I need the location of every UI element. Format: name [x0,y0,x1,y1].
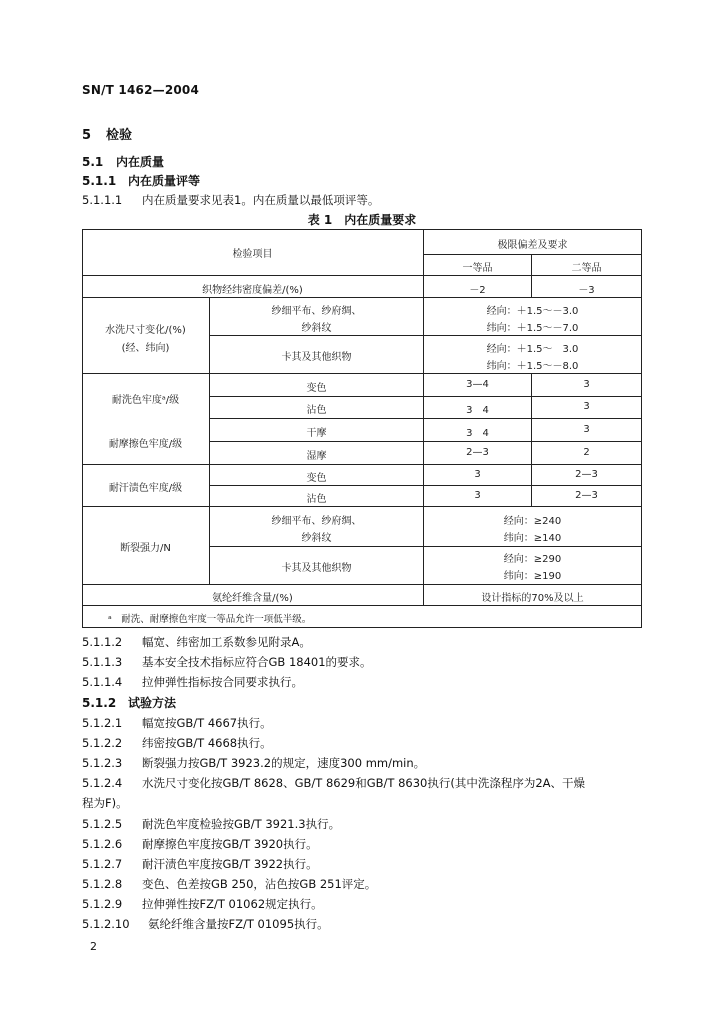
wash-change: 变色 [306,383,327,394]
clause-5-1-2-4: 5.1.2.4 水洗尺寸变化按GB/T 8628、GB/T 8629和GB/T 8630执行(其中洗涤程序为2A、干燥 [82,776,586,790]
clause-5-1-2-4-continued: 程为F)。 [82,796,128,810]
table-caption: 表 1 内在质量要求 [307,213,417,227]
sweat-stain-g2: 2—3 [575,490,598,501]
shrink-b-warp: 经向：＋1.5～ 3.0 [486,344,579,355]
shrink-b-label: 卡其及其他织物 [281,352,352,363]
break-a-weft: 纬向：≥140 [503,533,562,544]
section-5-1-2-heading: 5.1.2 试验方法 [82,696,177,710]
sweat-stain: 沾色 [306,494,327,505]
clause-5-1-1-4: 5.1.1.4 拉伸弹性指标按合同要求执行。 [82,675,303,689]
section-5-1-1-heading: 5.1.1 内在质量评等 [82,174,201,188]
sweat-change-g2: 2—3 [575,469,598,480]
break-a-warp: 经向：≥240 [503,516,562,527]
wash-change-g2: 3 [583,379,590,390]
density-g1: －2 [469,285,486,296]
density-label: 织物经纬密度偏差/(%) [202,285,303,296]
rub-fastness-label: 耐摩擦色牢度/级 [108,439,183,450]
shrink-b-weft: 纬向：＋1.5～－8.0 [486,361,579,372]
th-item: 检验项目 [232,249,273,260]
wash-change-g1: 3—4 [466,379,489,390]
clause-5-1-2-9: 5.1.2.9 拉伸弹性按FZ/T 01062规定执行。 [82,897,323,911]
break-b-warp: 经向：≥290 [503,554,562,565]
rub-dry-g1: 3 4 [466,428,489,439]
table-footnote: ᵃ 耐洗、耐摩擦色牢度一等品允许一项低半级。 [108,614,312,625]
clause-5-1-2-3: 5.1.2.3 断裂强力按GB/T 3923.2的规定，速度300 mm/min。 [82,756,426,770]
rub-wet-g1: 2—3 [466,447,489,458]
shrink-label-sub: (经、纬向) [121,343,170,354]
shrink-a-label: 纱细平布、纱府绸、 [271,306,362,317]
wash-fastness-label: 耐洗色牢度ᵃ/级 [111,395,180,406]
sweat-change: 变色 [306,473,327,484]
clause-5-1-1-1: 5.1.1.1 内在质量要求见表1。内在质量以最低项评等。 [82,193,380,207]
rub-dry: 干摩 [306,428,327,439]
rub-dry-g2: 3 [583,424,590,435]
shrink-label: 水洗尺寸变化/(%) [105,325,186,336]
page-number: 2 [90,940,97,953]
break-b-label: 卡其及其他织物 [281,563,352,574]
clause-5-1-1-2: 5.1.1.2 幅宽、纬密加工系数参见附录A。 [82,635,311,649]
break-a-label2: 纱斜纹 [301,533,332,544]
spandex-label: 氨纶纤维含量/(%) [212,593,293,604]
wash-stain-g2: 3 [583,401,590,412]
section-5-1-heading: 5.1 内在质量 [82,155,165,169]
wash-stain: 沾色 [306,405,327,416]
density-g2: －3 [578,285,595,296]
break-a-label: 纱细平布、纱府绸、 [271,516,362,527]
break-strength-label: 断裂强力/N [120,543,171,554]
shrink-a-weft: 纬向：＋1.5～－7.0 [486,323,579,334]
clause-5-1-2-1: 5.1.2.1 幅宽按GB/T 4667执行。 [82,716,272,730]
rub-wet: 湿摩 [306,451,327,462]
sweat-fastness-label: 耐汗渍色牢度/级 [108,483,183,494]
quality-requirements-table [82,229,642,628]
clause-5-1-1-3: 5.1.1.3 基本安全技术指标应符合GB 18401的要求。 [82,655,372,669]
clause-5-1-2-6: 5.1.2.6 耐摩擦色牢度按GB/T 3920执行。 [82,837,318,851]
spandex-value: 设计指标的70%及以上 [481,593,584,604]
section-5-heading: 5 检验 [82,128,133,143]
clause-5-1-2-7: 5.1.2.7 耐汗渍色牢度按GB/T 3922执行。 [82,857,318,871]
th-grade1: 一等品 [462,263,493,274]
sweat-stain-g1: 3 [474,490,481,501]
break-b-weft: 纬向：≥190 [503,571,562,582]
shrink-a-warp: 经向：＋1.5～－3.0 [486,306,579,317]
th-grade2: 二等品 [571,263,602,274]
rub-wet-g2: 2 [583,447,590,458]
th-limit: 极限偏差及要求 [497,240,568,251]
sweat-change-g1: 3 [474,469,481,480]
standard-code: SN/T 1462—2004 [82,83,200,97]
clause-5-1-2-8: 5.1.2.8 变色、色差按GB 250，沾色按GB 251评定。 [82,877,377,891]
wash-stain-g1: 3 4 [466,405,489,416]
clause-5-1-2-5: 5.1.2.5 耐洗色牢度检验按GB/T 3921.3执行。 [82,817,341,831]
shrink-a-label2: 纱斜纹 [301,323,332,334]
clause-5-1-2-2: 5.1.2.2 纬密按GB/T 4668执行。 [82,736,272,750]
clause-5-1-2-10: 5.1.2.10 氨纶纤维含量按FZ/T 01095执行。 [82,917,329,931]
